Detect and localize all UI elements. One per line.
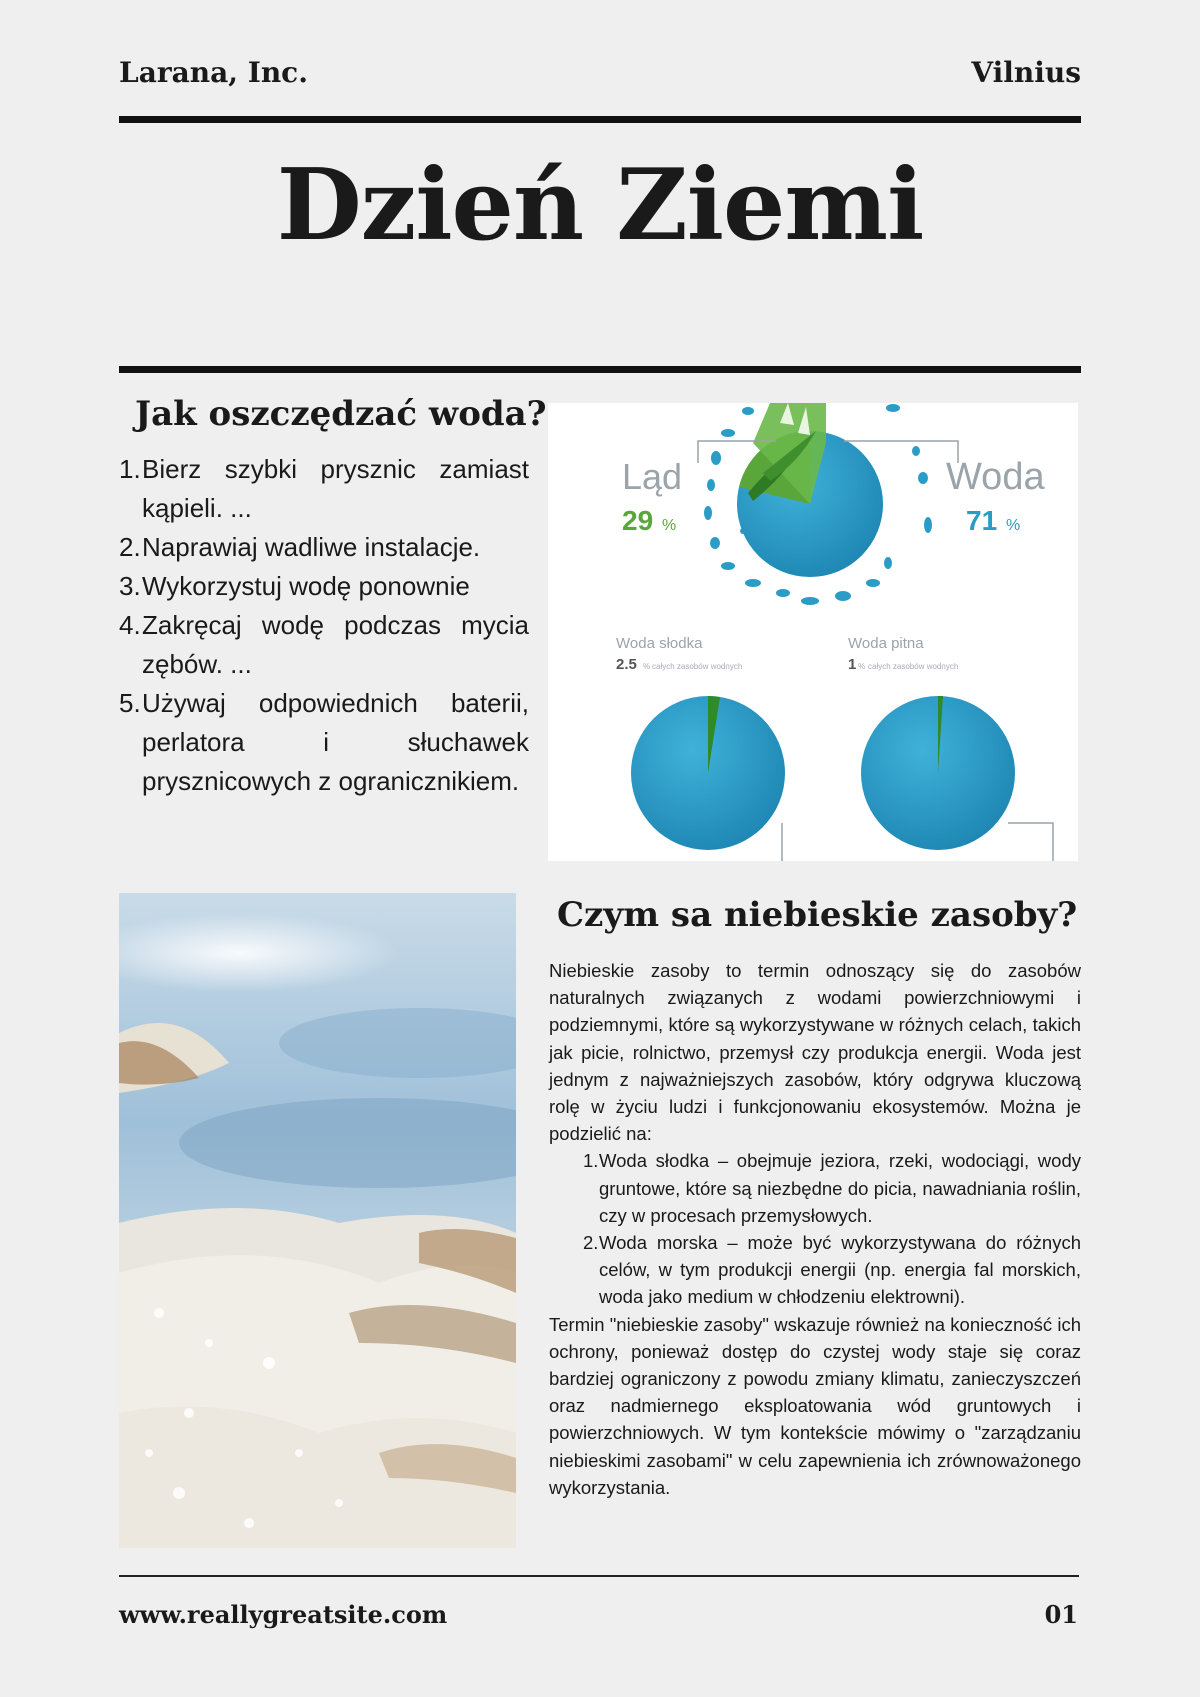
list-number: 4. xyxy=(119,610,141,640)
land-value: 29 xyxy=(622,505,654,536)
drinking-water-pie xyxy=(861,696,1015,850)
website-link[interactable]: www.reallygreatsite.com xyxy=(119,1600,448,1629)
page-number: 01 xyxy=(1044,1600,1078,1629)
water-label: Woda xyxy=(946,456,1045,498)
tips-heading: Jak oszczędzać woda? xyxy=(135,394,547,434)
fresh-caption: całych zasobów wodnych xyxy=(652,662,743,671)
list-number: 2. xyxy=(119,532,141,562)
top-rule xyxy=(119,116,1081,123)
section-rule xyxy=(119,366,1081,373)
list-number: 5. xyxy=(119,688,141,718)
page-title: Dzień Ziemi xyxy=(276,148,924,263)
outro-paragraph: Termin "niebieskie zasoby" wskazuje również na konieczność ich ochrony, ponieważ dostęp do czystej wody staje się coraz bardziej ograniczony z powodu zmiany klimatu, zanieczyszczeń oraz nadmiernego eksploatowania wód gruntowych i powierzchniowych. W tym kontekście mówimy o "zarządzaniu niebieskimi zasobami" w celu zapewnienia ich zrównoważonego wykorzystania. xyxy=(549,1313,1081,1498)
list-number: 2. xyxy=(583,1232,599,1254)
land-water-pie xyxy=(737,403,883,577)
list-number: 3. xyxy=(119,571,141,601)
blue-resources-heading: Czym sa niebieskie zasoby? xyxy=(557,895,1078,935)
list-item xyxy=(119,684,529,801)
list-text: Woda słodka – obejmuje jeziora, rzeki, wodociągi, wody gruntowe, które są niezbędne do picia, nawadniania roślin, czy w procesach przemysłowych. xyxy=(599,1150,1081,1226)
intro-paragraph: Niebieskie zasoby to termin odnoszący się do zasobów naturalnych związanych z wodami powierzchniowymi i podziemnymi, które są wykorzystywane w różnych celach, takich jak picie, rolnictwo, przemysł czy produkcja energii. Woda jest jednym z najważniejszych zasobów, który odgrywa kluczową rolę w życiu ludzi i funkcjonowaniu ekosystemów. Można je podzielić na: xyxy=(549,960,1081,1145)
land-label: Ląd xyxy=(622,456,683,497)
list-number: 1. xyxy=(119,454,141,484)
drink-caption: całych zasobów wodnych xyxy=(868,662,959,671)
drink-label: Woda pitna xyxy=(848,635,924,652)
water-value: 71 xyxy=(966,505,998,536)
list-text: Bierz szybki prysznic zamiast kąpieli. ... xyxy=(142,454,529,523)
footer-rule xyxy=(119,1575,1079,1577)
list-item xyxy=(119,450,529,528)
list-item xyxy=(583,1229,1081,1311)
water-percent: % xyxy=(1006,517,1021,534)
drink-percent: % xyxy=(858,662,866,671)
company-name: Larana, Inc. xyxy=(119,56,308,89)
fresh-label: Woda słodka xyxy=(616,635,703,652)
list-item xyxy=(119,606,529,684)
list-text: Wykorzystuj wodę ponownie xyxy=(142,571,470,601)
list-text: Naprawiaj wadliwe instalacje. xyxy=(142,532,481,562)
blue-resources-body xyxy=(549,957,1081,1501)
salt-shore-photo xyxy=(119,893,516,1548)
list-item xyxy=(119,567,529,606)
list-item xyxy=(119,528,529,567)
water-types-list xyxy=(549,1147,1081,1310)
list-text: Woda morska – może być wykorzystywana do różnych celów, w tym produkcji energii (np. energia fal morskich, woda jako medium w chłodzeniu elektrowni). xyxy=(599,1232,1081,1308)
list-text: Zakręcaj wodę podczas mycia zębów. ... xyxy=(142,610,529,679)
fresh-value: 2.5 xyxy=(616,656,637,673)
drink-value: 1 xyxy=(848,656,857,673)
list-text: Używaj odpowiednich baterii, perlatora i słuchawek prysznicowych z ogranicznikiem. xyxy=(142,688,529,796)
list-number: 1. xyxy=(583,1150,599,1172)
fresh-percent: % xyxy=(643,662,651,671)
city-name: Vilnius xyxy=(971,56,1081,89)
list-item xyxy=(583,1147,1081,1229)
water-infographic xyxy=(548,403,1078,861)
fresh-water-pie xyxy=(631,696,785,850)
land-percent: % xyxy=(662,517,677,534)
tips-list xyxy=(119,450,529,801)
